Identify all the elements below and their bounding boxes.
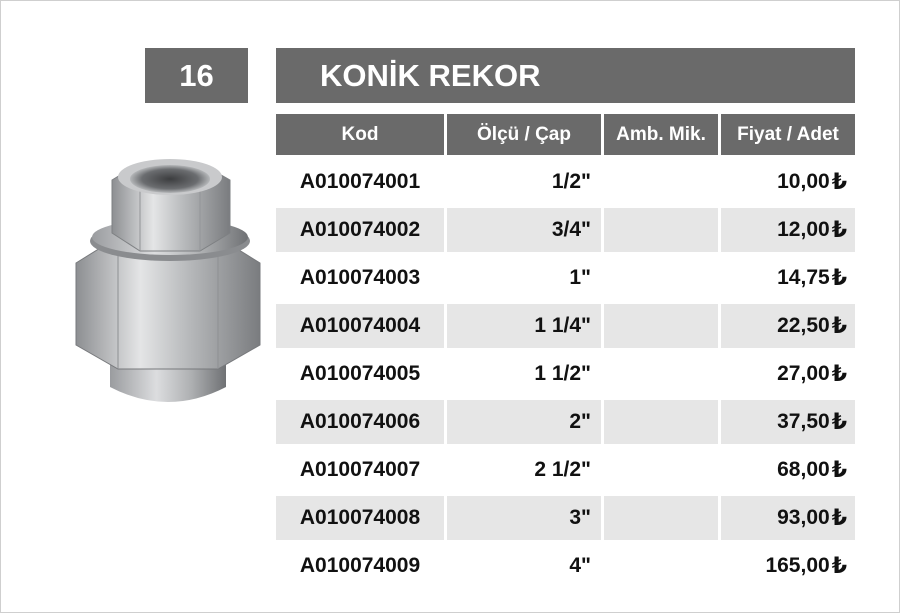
price-value: 10,00 [777, 170, 830, 193]
cell-price [721, 400, 855, 444]
header-pack-qty: Amb. Mik. [604, 114, 718, 155]
cell-code: A010074009 [299, 554, 421, 577]
price-table [276, 114, 855, 590]
lira-icon: ₺ [831, 265, 847, 290]
price-value: 68,00 [777, 458, 830, 481]
cell-pack-qty [604, 448, 718, 492]
cell-code: A010074004 [276, 304, 444, 348]
table-row [276, 302, 855, 350]
page-number-badge [145, 48, 248, 103]
page-title: KONİK REKOR [320, 57, 541, 93]
cell-price [721, 496, 855, 540]
price-value: 93,00 [777, 506, 830, 529]
table-body [276, 158, 855, 590]
header-price: Fiyat / Adet [721, 114, 855, 155]
cell-code: A010074006 [276, 400, 444, 444]
cell-code: A010074003 [299, 266, 421, 289]
lira-icon: ₺ [831, 217, 847, 242]
cell-pack-qty [604, 400, 718, 444]
table-row [276, 350, 855, 398]
cell-price [721, 208, 855, 252]
cell-code: A010074001 [299, 170, 421, 193]
cell-pack-qty [604, 544, 718, 588]
table-row [276, 398, 855, 446]
cell-pack-qty [604, 304, 718, 348]
cell-size: 3" [447, 496, 601, 540]
cell-size: 2" [447, 400, 601, 444]
cell-size: 3/4" [447, 208, 601, 252]
cell-pack-qty [604, 160, 718, 204]
title-bar [276, 48, 855, 103]
lira-icon: ₺ [831, 169, 847, 194]
cell-size: 2 1/2" [534, 458, 591, 481]
lira-icon: ₺ [831, 313, 847, 338]
table-row [276, 446, 855, 494]
table-row [276, 158, 855, 206]
price-value: 14,75 [777, 266, 830, 289]
page-number: 16 [179, 57, 214, 93]
cell-size: 4" [569, 554, 591, 577]
cell-pack-qty [604, 496, 718, 540]
cell-code: A010074005 [299, 362, 421, 385]
header-code: Kod [276, 114, 444, 155]
cell-code: A010074008 [276, 496, 444, 540]
table-header [276, 114, 855, 155]
price-value: 165,00 [765, 554, 830, 577]
lira-icon: ₺ [831, 505, 847, 530]
cell-pack-qty [604, 256, 718, 300]
cell-size: 1" [569, 266, 591, 289]
table-row [276, 494, 855, 542]
product-image [68, 155, 268, 410]
table-row [276, 206, 855, 254]
price-value: 22,50 [777, 314, 830, 337]
lira-icon: ₺ [831, 409, 847, 434]
lira-icon: ₺ [831, 553, 847, 578]
cell-pack-qty [604, 208, 718, 252]
cell-price [721, 448, 855, 492]
cell-price [721, 160, 855, 204]
lira-icon: ₺ [831, 457, 847, 482]
cell-pack-qty [604, 352, 718, 396]
table-row [276, 254, 855, 302]
cell-size: 1 1/2" [534, 362, 591, 385]
cell-price [721, 352, 855, 396]
table-row [276, 542, 855, 590]
price-value: 12,00 [777, 218, 830, 241]
cell-code: A010074002 [276, 208, 444, 252]
cell-price [721, 544, 855, 588]
lira-icon: ₺ [831, 361, 847, 386]
cell-size: 1/2" [551, 170, 591, 193]
cell-price [721, 304, 855, 348]
cell-price [721, 256, 855, 300]
price-value: 27,00 [777, 362, 830, 385]
cell-code: A010074007 [299, 458, 421, 481]
price-value: 37,50 [777, 410, 830, 433]
cell-size: 1 1/4" [447, 304, 601, 348]
header-size: Ölçü / Çap [447, 114, 601, 155]
